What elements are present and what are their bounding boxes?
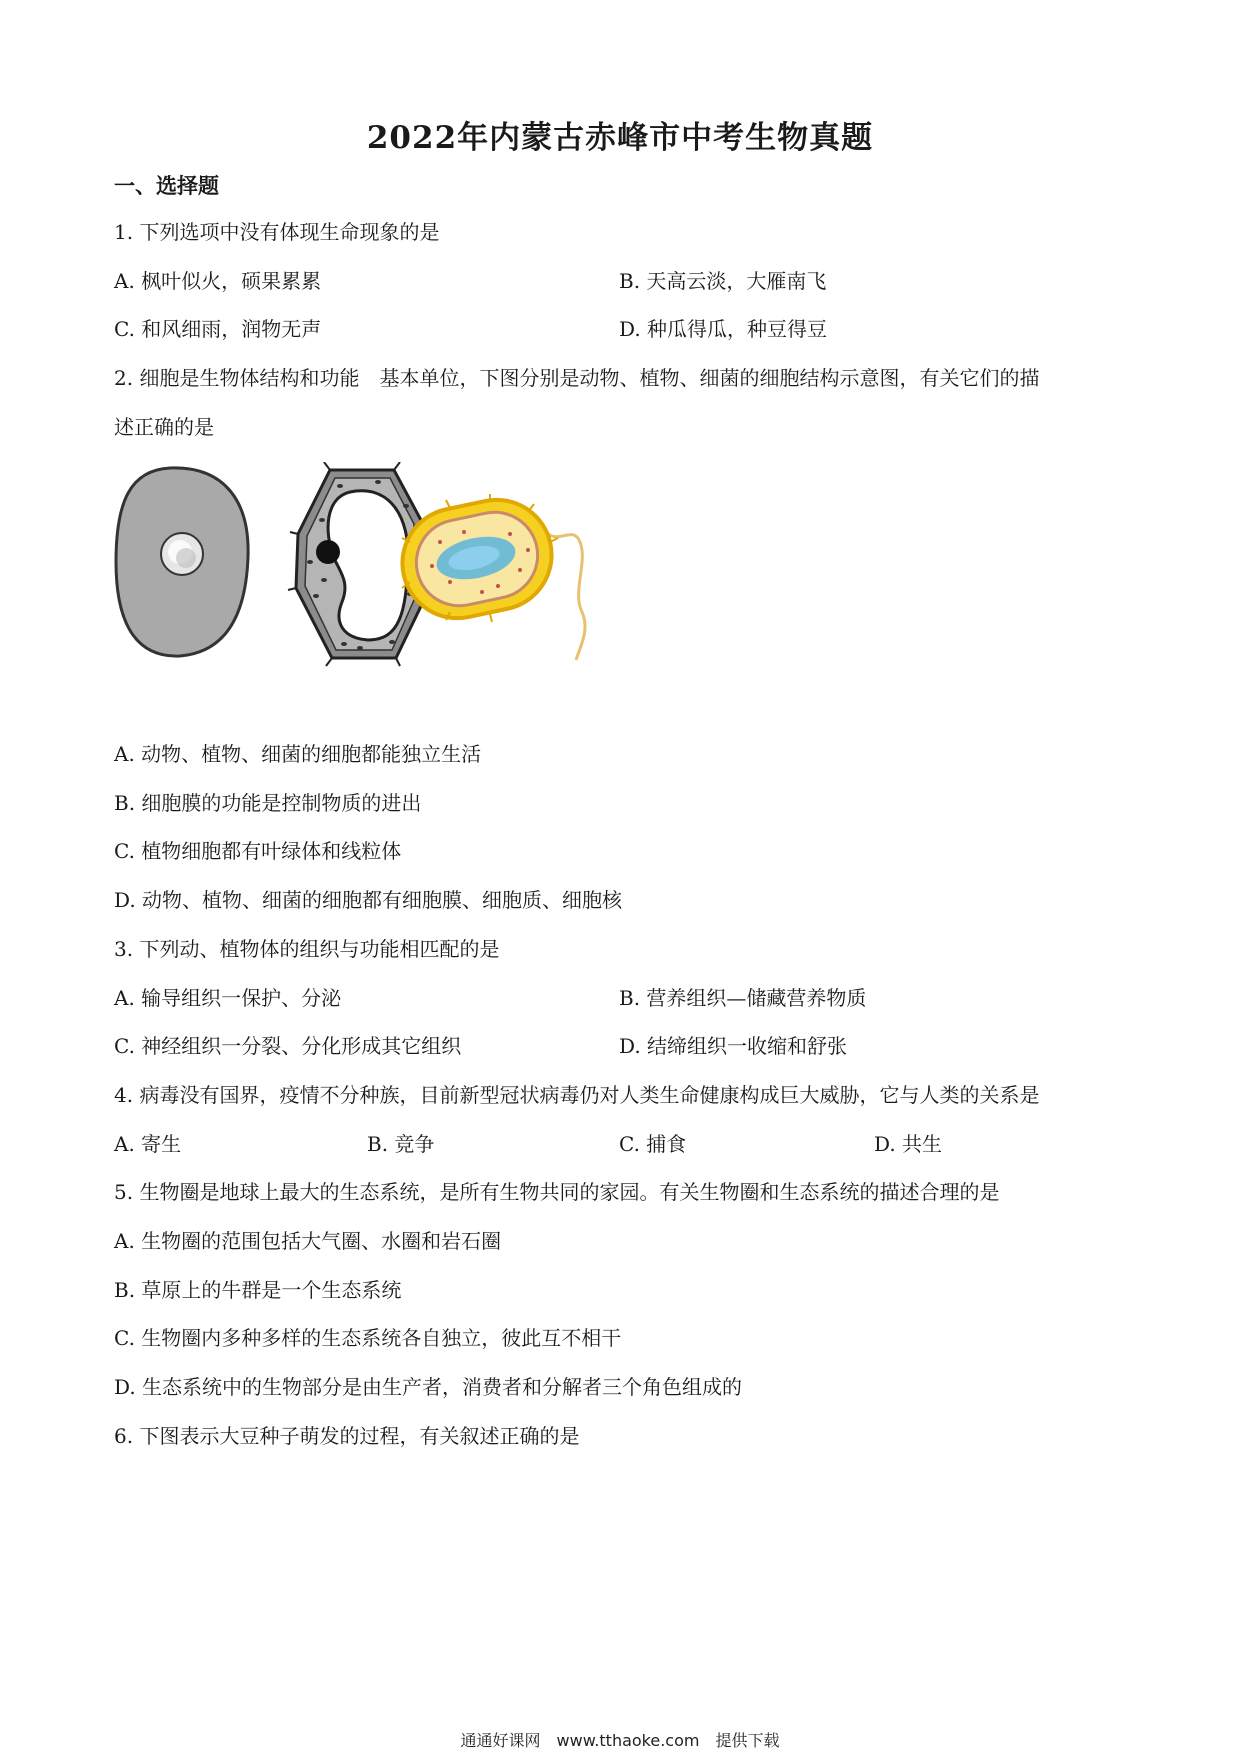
- question-4-option-b: B. 竞争: [367, 1132, 435, 1156]
- question-4-option-d: D. 共生: [874, 1132, 943, 1156]
- question-4-option-a: A. 寄生: [114, 1132, 182, 1156]
- page-title: 2022年内蒙古赤峰市中考生物真题: [366, 120, 874, 156]
- question-5-option-a: A. 生物圈的范围包括大气圈、水圈和岩石圈: [114, 1229, 502, 1253]
- question-2-option-c: C. 植物细胞都有叶绿体和线粒体: [114, 839, 402, 863]
- question-3-option-b: B. 营养组织—储藏营养物质: [619, 986, 867, 1010]
- question-2-option-a: A. 动物、植物、细菌的细胞都能独立生活: [114, 742, 482, 766]
- question-4-stem: 4. 病毒没有国界，疫情不分种族，目前新型冠状病毒仍对人类生命健康构成巨大威胁，它与人类的关系是: [114, 1083, 1040, 1107]
- question-5-stem: 5. 生物圈是地球上最大的生态系统，是所有生物共同的家园。有关生物圈和生态系统的描述合理的是: [114, 1180, 1000, 1204]
- question-1-stem: 1. 下列选项中没有体现生命现象的是: [114, 220, 440, 244]
- question-3-option-d: D. 结缔组织一收缩和舒张: [619, 1034, 848, 1058]
- page-footer: 通通好课网 www.tthaoke.com 提供下载: [460, 1731, 780, 1750]
- question-2-option-d: D. 动物、植物、细菌的细胞都有细胞膜、细胞质、细胞核: [114, 888, 623, 912]
- bacterial-cell-diagram: [392, 490, 585, 660]
- question-5-option-b: B. 草原上的牛群是一个生态系统: [114, 1278, 402, 1302]
- question-3-option-a: A. 输导组织一保护、分泌: [114, 986, 342, 1010]
- animal-cell-diagram: [116, 468, 248, 656]
- question-2-stem-line-1: 2. 细胞是生物体结构和功能 基本单位，下图分别是动物、植物、细菌的细胞结构示意图，有关它们的描: [114, 366, 1040, 390]
- question-1-option-d: D. 种瓜得瓜，种豆得豆: [619, 317, 828, 341]
- cell-diagrams-figure: [110, 462, 670, 672]
- question-1-option-a: A. 枫叶似火，硕果累累: [114, 269, 322, 293]
- question-5-option-d: D. 生态系统中的生物部分是由生产者，消费者和分解者三个角色组成的: [114, 1375, 743, 1399]
- question-6-stem: 6. 下图表示大豆种子萌发的过程，有关叙述正确的是: [114, 1424, 580, 1448]
- question-3-option-c: C. 神经组织一分裂、分化形成其它组织: [114, 1034, 462, 1058]
- question-1-option-c: C. 和风细雨，润物无声: [114, 317, 322, 341]
- question-5-option-c: C. 生物圈内多种多样的生态系统各自独立，彼此互不相干: [114, 1326, 622, 1350]
- question-2-option-b: B. 细胞膜的功能是控制物质的进出: [114, 791, 422, 815]
- question-4-option-c: C. 捕食: [619, 1132, 687, 1156]
- question-2-stem-line-2: 述正确的是: [114, 415, 214, 439]
- section-heading: 一、选择题: [114, 173, 219, 198]
- question-1-option-b: B. 天高云淡，大雁南飞: [619, 269, 827, 293]
- question-3-stem: 3. 下列动、植物体的组织与功能相匹配的是: [114, 937, 500, 961]
